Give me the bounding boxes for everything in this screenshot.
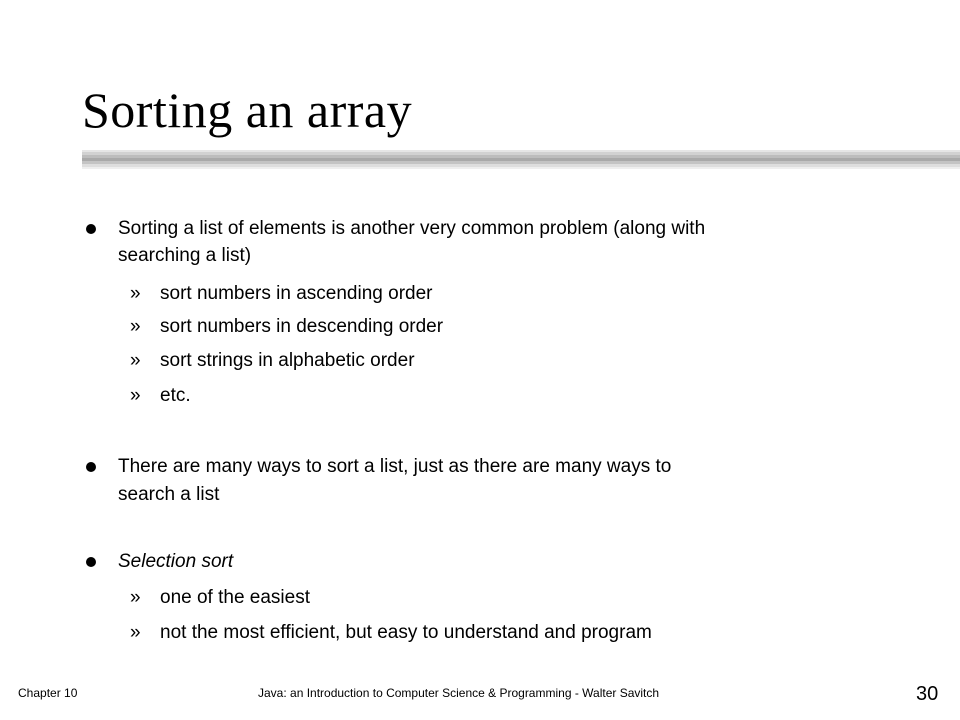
sub-bullet-marker-icon: » bbox=[130, 587, 141, 608]
bullet-1-line-1: Sorting a list of elements is another very common problem (along with bbox=[118, 218, 706, 239]
sub-item-ascending: sort numbers in ascending order bbox=[160, 283, 433, 304]
sub-item-etc: etc. bbox=[160, 385, 191, 406]
sub-bullet-marker-icon: » bbox=[130, 283, 141, 304]
bullet-2-line-1: There are many ways to sort a list, just as there are many ways to bbox=[118, 456, 672, 477]
sub-bullet-marker-icon: » bbox=[130, 316, 141, 337]
footer-chapter: Chapter 10 bbox=[18, 686, 78, 700]
bullet-3-line-1: Selection sort bbox=[118, 551, 234, 572]
footer-course: Java: an Introduction to Computer Science & Programming - Walter Savitch bbox=[258, 686, 660, 700]
bullet-2-line-2: search a list bbox=[118, 484, 220, 505]
sub-item-not-most-efficient: not the most efficient, but easy to understand and program bbox=[160, 622, 652, 643]
slide-title: Sorting an array bbox=[82, 82, 413, 138]
sub-item-easiest: one of the easiest bbox=[160, 587, 310, 608]
sub-bullet-marker-icon: » bbox=[130, 622, 141, 643]
sub-bullet-marker-icon: » bbox=[130, 385, 141, 406]
title-underline-rule bbox=[82, 150, 960, 170]
bullet-1-line-2: searching a list) bbox=[118, 245, 252, 266]
page-number: 30 bbox=[916, 683, 939, 705]
sub-item-alphabetic: sort strings in alphabetic order bbox=[160, 350, 415, 371]
sub-item-descending: sort numbers in descending order bbox=[160, 316, 444, 337]
sub-bullet-marker-icon: » bbox=[130, 350, 141, 371]
bullet-dot-icon bbox=[86, 462, 96, 472]
bullet-dot-icon bbox=[86, 224, 96, 234]
bullet-dot-icon bbox=[86, 557, 96, 567]
